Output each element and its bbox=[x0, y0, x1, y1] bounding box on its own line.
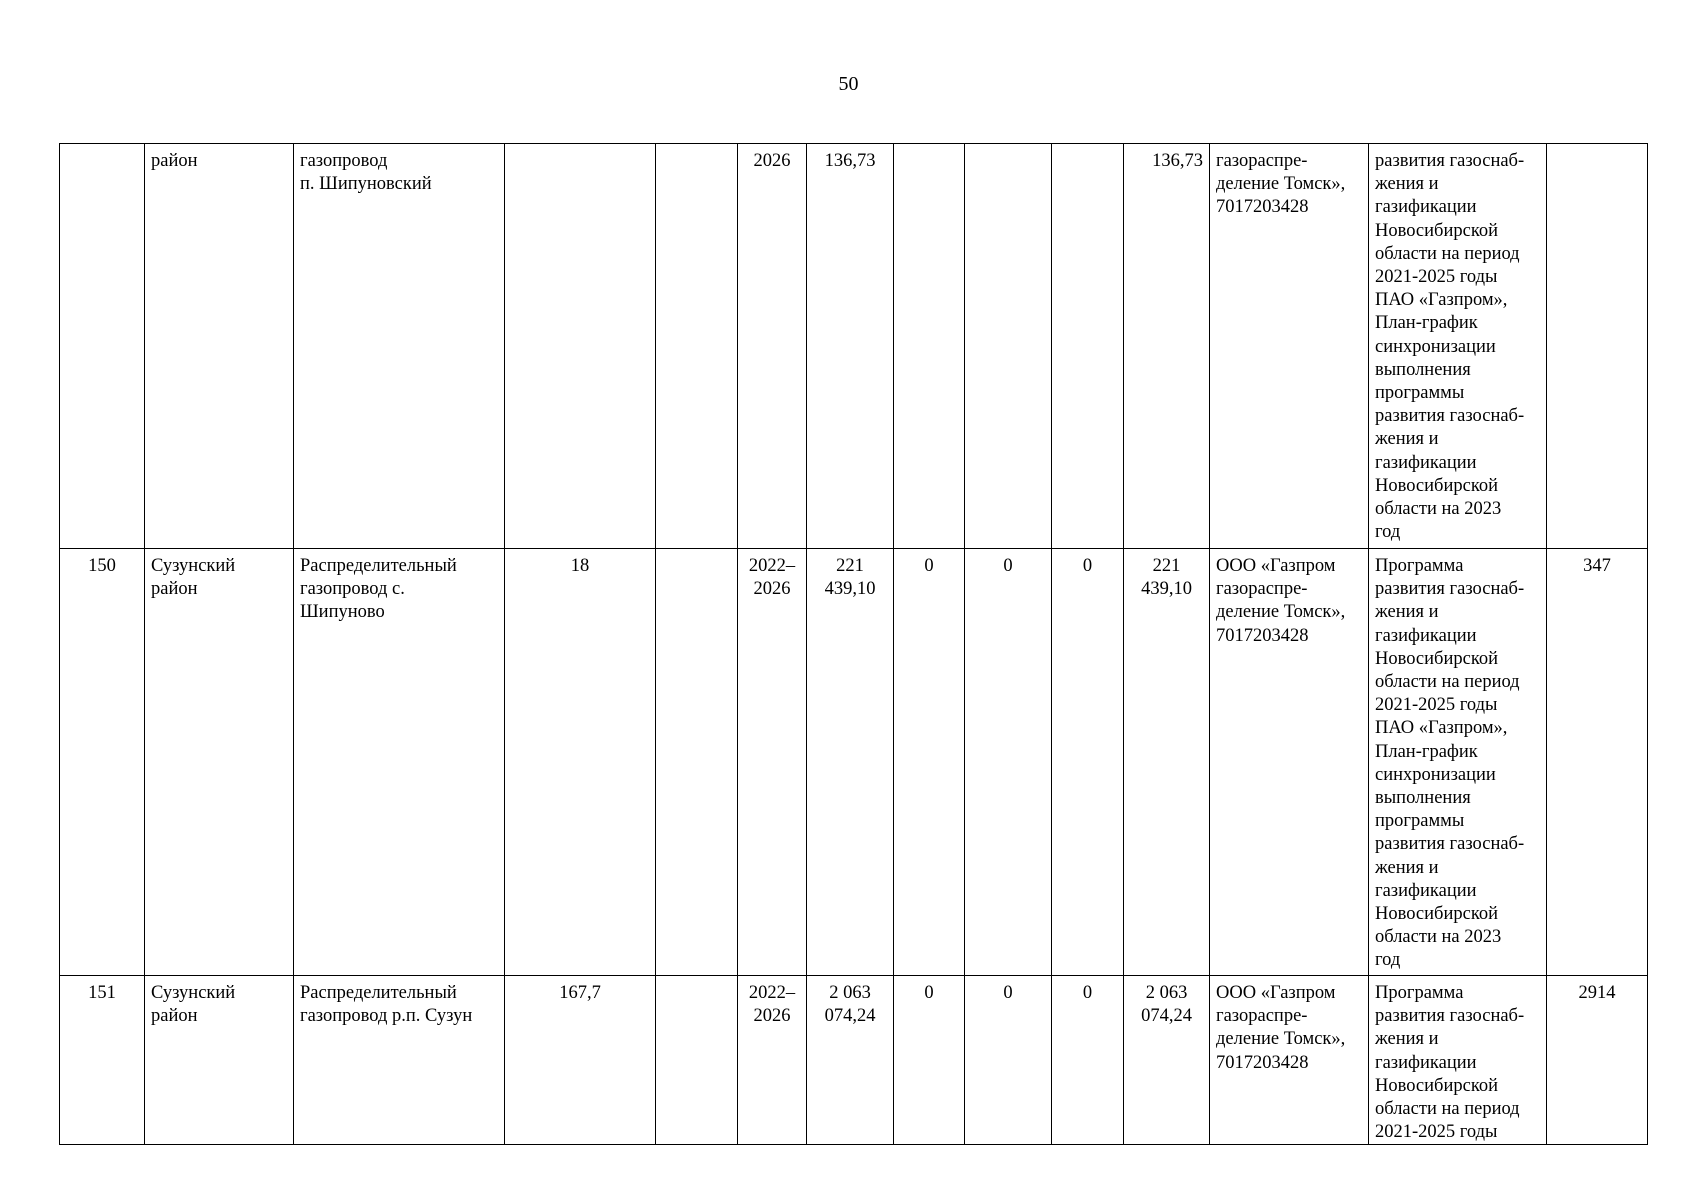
organization-cell: ООО «Газпром газораспре- деление Томск», 7017203428 bbox=[1210, 549, 1369, 976]
funding-cell-1: 0 bbox=[894, 976, 965, 1145]
gasification-table bbox=[59, 143, 1648, 1145]
funding-cell-3: 0 bbox=[1052, 976, 1124, 1145]
cost-cell: 2 063 074,24 bbox=[807, 976, 894, 1145]
funding-cell-3 bbox=[1052, 144, 1124, 549]
table-row bbox=[60, 144, 1648, 549]
funding-cell-2: 0 bbox=[965, 549, 1052, 976]
organization-cell: ООО «Газпром газораспре- деление Томск», 7017203428 bbox=[1210, 976, 1369, 1145]
period-cell: 2022– 2026 bbox=[738, 549, 807, 976]
object-cell: Распределительный газопровод р.п. Сузун bbox=[294, 976, 505, 1145]
organization-cell: газораспре- деление Томск», 7017203428 bbox=[1210, 144, 1369, 549]
length-cell: 18 bbox=[505, 549, 656, 976]
empty-cell bbox=[656, 144, 738, 549]
table-row bbox=[60, 976, 1648, 1145]
program-cell: Программа развития газоснаб- жения и газификации Новосибирской области на период 2021-2025 годы ПАО «Газпром», План-график синхронизации выполнения программы развития газоснаб- жения и газификации Новосибирской области на 2023 год bbox=[1369, 549, 1547, 976]
table-row bbox=[60, 549, 1648, 976]
page-number: 50 bbox=[838, 73, 859, 95]
length-cell bbox=[505, 144, 656, 549]
last-cell bbox=[1547, 144, 1648, 549]
funding-cell-2 bbox=[965, 144, 1052, 549]
funding-cell-1: 0 bbox=[894, 549, 965, 976]
program-cell: развития газоснаб- жения и газификации Новосибирской области на период 2021-2025 годы ПАО «Газпром», План-график синхронизации выполнения программы развития газоснаб- жения и газификации Новосибирской области на 2023 год bbox=[1369, 144, 1547, 549]
district-cell: район bbox=[145, 144, 294, 549]
total-cell: 136,73 bbox=[1124, 144, 1210, 549]
funding-cell-3: 0 bbox=[1052, 549, 1124, 976]
funding-cell-2: 0 bbox=[965, 976, 1052, 1145]
object-cell: газопровод п. Шипуновский bbox=[294, 144, 505, 549]
row-number: 150 bbox=[60, 549, 145, 976]
last-cell: 2914 bbox=[1547, 976, 1648, 1145]
district-cell: Сузунский район bbox=[145, 976, 294, 1145]
empty-cell bbox=[656, 549, 738, 976]
period-cell: 2026 bbox=[738, 144, 807, 549]
cost-cell: 136,73 bbox=[807, 144, 894, 549]
last-cell: 347 bbox=[1547, 549, 1648, 976]
program-cell: Программа развития газоснаб- жения и газификации Новосибирской области на период 2021-2025 годы bbox=[1369, 976, 1547, 1145]
period-cell: 2022– 2026 bbox=[738, 976, 807, 1145]
cost-cell: 221 439,10 bbox=[807, 549, 894, 976]
object-cell: Распределительный газопровод с. Шипуново bbox=[294, 549, 505, 976]
total-cell: 2 063 074,24 bbox=[1124, 976, 1210, 1145]
row-number bbox=[60, 144, 145, 549]
length-cell: 167,7 bbox=[505, 976, 656, 1145]
total-cell: 221 439,10 bbox=[1124, 549, 1210, 976]
district-cell: Сузунский район bbox=[145, 549, 294, 976]
row-number: 151 bbox=[60, 976, 145, 1145]
empty-cell bbox=[656, 976, 738, 1145]
funding-cell-1 bbox=[894, 144, 965, 549]
